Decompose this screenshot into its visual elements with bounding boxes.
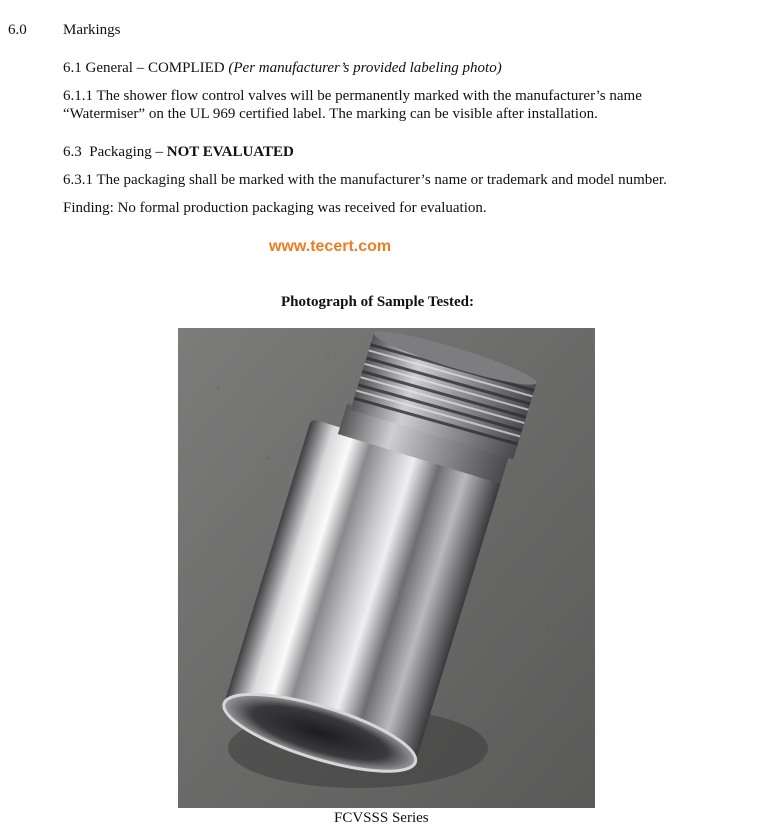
paragraph-6-3-1: 6.3.1 The packaging shall be marked with the manufacturer’s name or trademark and model number. xyxy=(63,172,667,188)
subsection-6-1-heading xyxy=(63,59,502,77)
photo-title: Photograph of Sample Tested: xyxy=(281,294,474,310)
subsection-6-3-status: NOT EVALUATED xyxy=(166,144,294,160)
paragraph-6-1-1-line1: 6.1.1 The shower flow control valves will be permanently marked with the manufacturer’s name xyxy=(63,88,642,104)
section-number: 6.0 xyxy=(8,22,27,38)
sample-photograph xyxy=(178,328,595,808)
finding-text: Finding: No formal production packaging was received for evaluation. xyxy=(63,200,487,216)
paragraph-6-1-1-line2: “Watermiser” on the UL 969 certified label. The marking can be visible after installation. xyxy=(63,106,598,122)
photo-caption: FCVSSS Series xyxy=(334,810,429,826)
watermark-text: www.tecert.com xyxy=(269,238,392,255)
subsection-6-1-title: 6.1 General – COMPLIED xyxy=(63,60,225,76)
subsection-6-3-heading xyxy=(63,143,294,161)
subsection-6-3-title: 6.3 Packaging – xyxy=(63,144,167,160)
subsection-6-1-note: (Per manufacturer’s provided labeling photo) xyxy=(228,60,502,76)
section-title: Markings xyxy=(63,22,121,38)
